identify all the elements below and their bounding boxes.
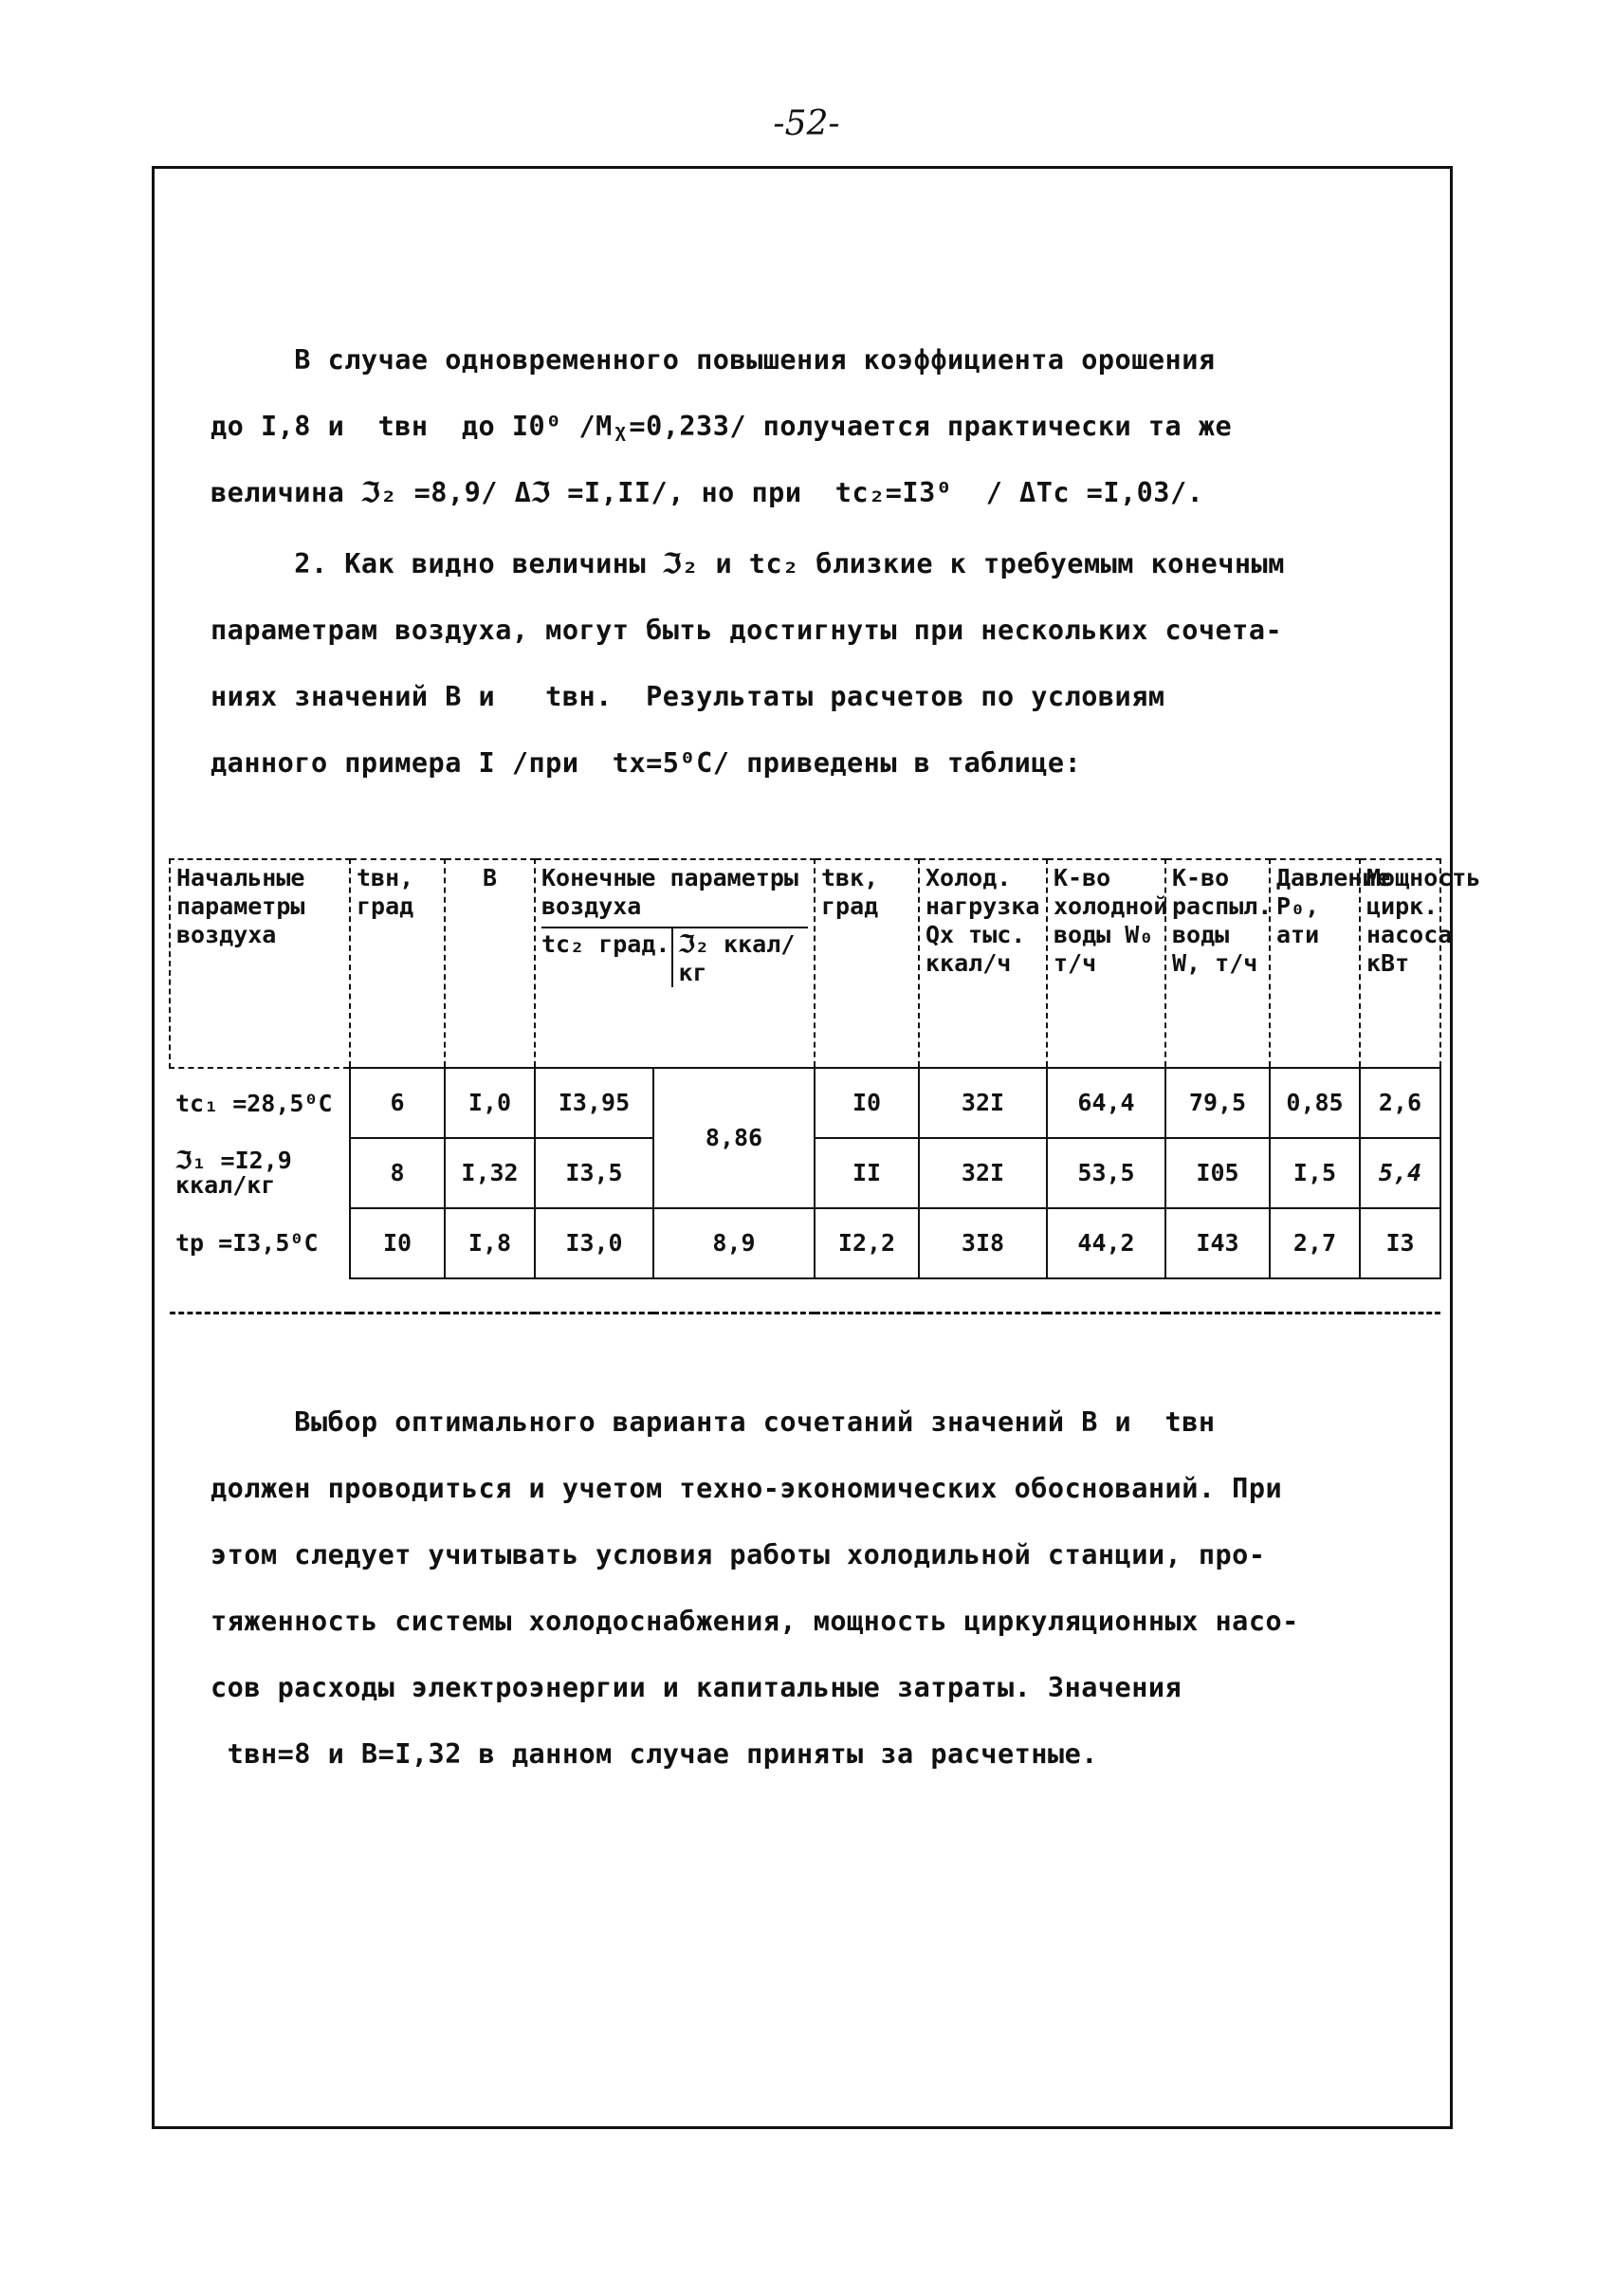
cell-tc2: I3,5 <box>535 1138 653 1208</box>
cell-w0: 64,4 <box>1047 1068 1165 1138</box>
cell-t-vn: I0 <box>350 1208 445 1278</box>
header-cold-water: К-во холодной воды W₀ т/ч <box>1047 859 1165 1068</box>
cell-w: I05 <box>1165 1138 1270 1208</box>
cell-p0: I,5 <box>1270 1138 1360 1208</box>
cell-tc2: I3,95 <box>535 1068 653 1138</box>
header-final-params <box>535 859 815 1068</box>
paragraph-3: Выбор оптимального варианта сочетаний значений В и tвн должен проводиться и учетом техно-экономических обоснований. При этом следует учитывать условия работы холодильной станции, про- тяженность системы холодоснабжения, мощность циркуляционных насо- сов расходы электроэнергии и капитальные затраты. Значения tвн=8 и В=I,32 в данном случае приняты за расчетные. <box>211 1406 1299 1770</box>
header-pump-power: Мощность цирк. насоса кВт <box>1360 859 1440 1068</box>
cell-j2-last: 8,9 <box>653 1208 815 1278</box>
cell-p0: 0,85 <box>1270 1068 1360 1138</box>
cell-w: I43 <box>1165 1208 1270 1278</box>
header-b: В <box>445 859 535 1068</box>
header-final-params-label: Конечные параметры воздуха <box>541 864 798 920</box>
cell-t-vn: 8 <box>350 1138 445 1208</box>
results-table <box>169 858 1481 1314</box>
initial-label-tp: tр =I3,5⁰С <box>170 1208 350 1278</box>
cell-t-vn: 6 <box>350 1068 445 1138</box>
header-final-tc2: tс₂ град. <box>541 930 670 958</box>
cell-n: 5,4 <box>1360 1138 1440 1208</box>
cell-t-vk: II <box>815 1138 919 1208</box>
cell-q: 3I8 <box>919 1208 1047 1278</box>
header-spray-water: К-во распыл. воды W, т/ч <box>1165 859 1270 1068</box>
cell-b: I,0 <box>445 1068 535 1138</box>
cell-b: I,8 <box>445 1208 535 1278</box>
table-bottom-rule <box>170 1278 1440 1313</box>
cell-tc2: I3,0 <box>535 1208 653 1278</box>
cell-t-vk: I0 <box>815 1068 919 1138</box>
page-number: -52- <box>773 104 840 143</box>
header-pressure: Давление P₀, ати <box>1270 859 1360 1068</box>
paragraph-2: 2. Как видно величины ℑ₂ и tс₂ близкие к требуемым конечным параметрам воздуха, могут быть достигнуты при нескольких сочета- ниях значений В и tвн. Результаты расчетов по условиям данного примера I /при tх=5⁰С/ приведены в таблице: <box>211 548 1285 779</box>
cell-j2-merged: 8,86 <box>653 1068 815 1208</box>
header-t-vn: tвн, град <box>350 859 445 1068</box>
cell-p0: 2,7 <box>1270 1208 1360 1278</box>
cell-w: 79,5 <box>1165 1068 1270 1138</box>
cell-n: I3 <box>1360 1208 1440 1278</box>
cell-t-vk: I2,2 <box>815 1208 919 1278</box>
initial-label-tc1: tс₁ =28,5⁰С <box>170 1068 350 1138</box>
header-t-vk: tвк, град <box>815 859 919 1068</box>
initial-label-j1: ℑ₁ =I2,9 ккал/кг <box>170 1138 350 1208</box>
paragraph-1: В случае одновременного повышения коэффициента орошения до I,8 и tвн до I0⁰ /Mᵪ=0,233/ получается практически та же величина ℑ₂ =8,9/ Δℑ =I,II/, но при tс₂=I3⁰ / ΔTс =I,03/. <box>211 344 1233 508</box>
header-final-j2: ℑ₂ ккал/кг <box>671 928 809 987</box>
cell-b: I,32 <box>445 1138 535 1208</box>
cell-w0: 44,2 <box>1047 1208 1165 1278</box>
cell-q: 32I <box>919 1138 1047 1208</box>
table-row <box>170 1068 1440 1138</box>
cell-w0: 53,5 <box>1047 1138 1165 1208</box>
cell-q: 32I <box>919 1068 1047 1138</box>
header-initial-params: Начальные параметры воздуха <box>170 859 350 1068</box>
header-cooling-load: Холод. нагрузка Qх тыс. ккал/ч <box>919 859 1047 1068</box>
cell-n: 2,6 <box>1360 1068 1440 1138</box>
table-row <box>170 1208 1440 1278</box>
